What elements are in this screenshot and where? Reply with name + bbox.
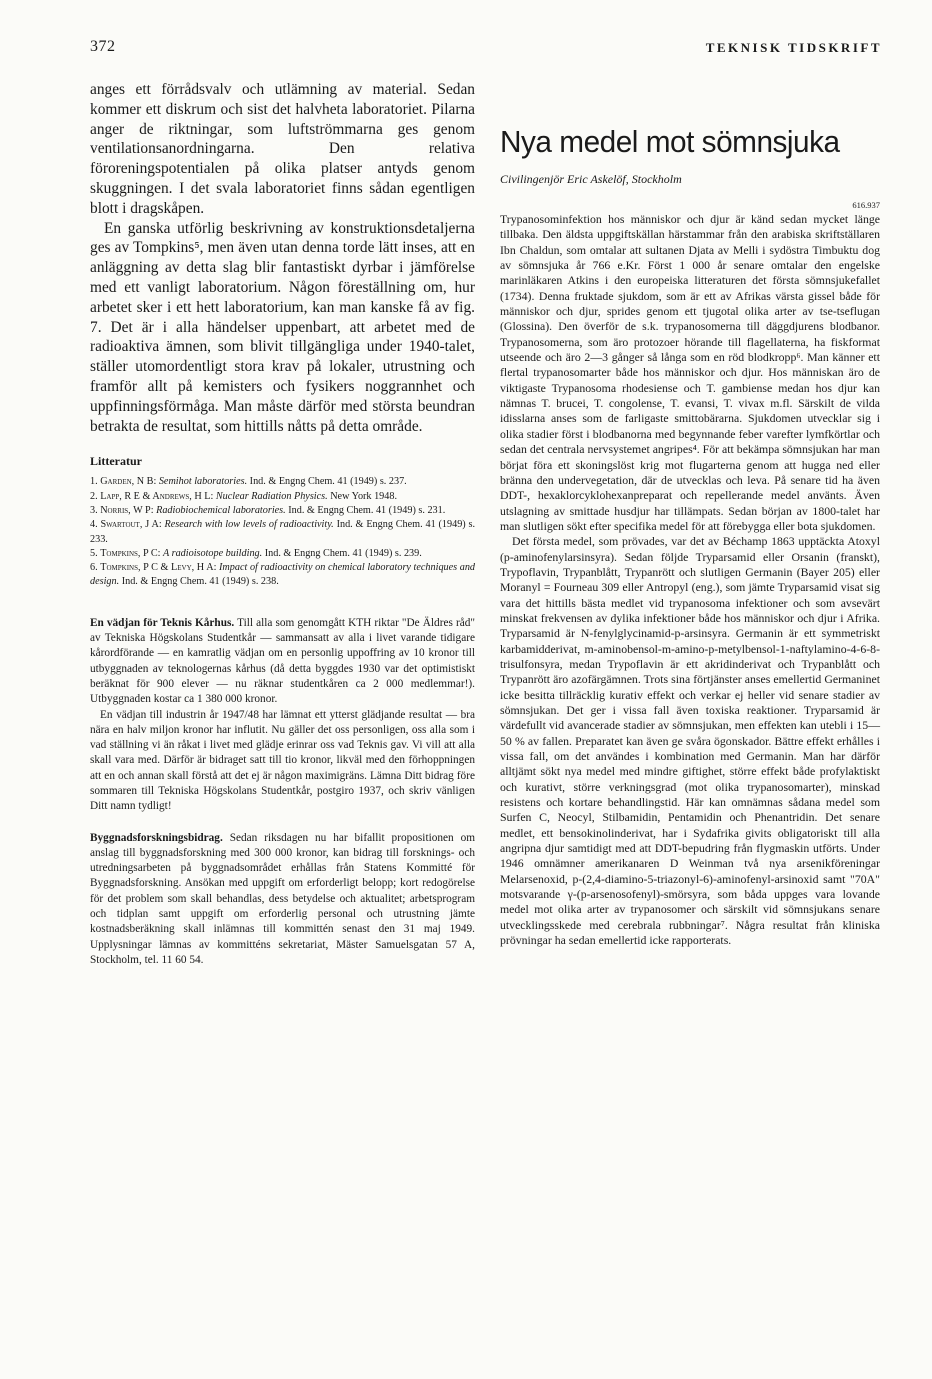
article-byline: Civilingenjör Eric Askelöf, Stockholm: [500, 172, 682, 186]
references-list: [90, 475, 475, 589]
reference-item: 3. Norris, W P: Radiobiochemical laboratories. Ind. & Engng Chem. 41 (1949) s. 231.: [90, 504, 446, 516]
article-continuation: [90, 80, 475, 436]
reference-item: 1. Garden, N B: Semihot laboratories. Ind. & Engng Chem. 41 (1949) s. 237.: [90, 476, 407, 488]
body-paragraph: En ganska utförlig beskrivning av konstruktionsdetaljerna ges av Tompkins⁵, men även utan denna torde lätt inses, att en anläggning av detta slag blir fantastiskt dyrbar i jämförelse med ett vanligt laboratorium. Någon föreställning om, hur arbetet sker i ett hett laboratorium, kan man kanske få av fig. 7. Det är i alla händelser uppenbart, att arbetet med de radioaktiva ämnen, som blivit tillgängliga under 1940-talet, ställer utomordentligt stora krav på lokaler, utrustning och framför allt på kemisters och fysikers noggrannhet och uppfinningsförmåga. Man måste därför med största beundran betrakta de resultat, som hittills nåtts på detta område.: [90, 219, 475, 435]
reference-item: 5. Tompkins, P C: A radioisotope building. Ind. & Engng Chem. 41 (1949) s. 239.: [90, 547, 422, 559]
reference-item: 2. Lapp, R E & Andrews, H L: Nuclear Radiation Physics. New York 1948.: [90, 490, 397, 502]
references-heading: Litteratur: [90, 454, 142, 469]
notice-paragraph: En vädjan för Teknis Kårhus. Till alla som genomgått KTH riktar "De Äldres råd" av Tekniska Högskolans Studentkår — sammansatt av alla i livet varande tidigare kårordförande — en kamratlig vädjan om en personlig uppoffring av 10 kronor till utbyggnaden av teknologernas kårhus (då detta byggdes 1930 var det optimistiskt beräknat för 900 elever — nu räknar studentkåren ca 2 000 medlemmar!). Utbyggnaden kostar ca 1 380 000 kronor.: [90, 616, 475, 706]
notice-title: Byggnadsforskningsbidrag.: [90, 831, 223, 844]
notice-teknis-karhus: [90, 616, 475, 815]
body-paragraph: anges ett förrådsvalv och utlämning av material. Sedan kommer ett diskrum och sist det halvheta laboratoriet. Pilarna anger de riktningar, som luftströmmarna ges genom ventilationsanordningarna. Den relativa föroreningspotentialen på olika platser antyds genom skuggningen. I det svala laboratoriet finns sådan egentligen blott i dragskåpen.: [90, 81, 475, 217]
udc-number: 616.937: [852, 200, 880, 210]
notice-paragraph: Byggnadsforskningsbidrag. Sedan riksdagen nu har bifallit propositionen om anslag till byggnadsforskning med 300 000 kronor, kan bidrag till forsknings- och utredningsarbeten på byggnadsområdet erhållas från Statens Kommitté för Byggnadsforskning. Ansökan med uppgift om erforderligt belopp; kort redogörelse för det problem som skall behandlas, dess betydelse och aktualitet; arbetsprogram och tidplan samt uppgift om erforderlig personal och utrustning jämte kostnadsberäkning skall inlämnas till kommittén senast den 31 maj 1949. Upplysningar lämnas av kommitténs sekretariat, Mäster Samuelsgatan 57 A, Stockholm, tel. 11 60 54.: [90, 831, 476, 966]
right-column: [500, 80, 880, 949]
article-body: [500, 212, 880, 949]
body-paragraph: Det första medel, som prövades, var det av Béchamp 1863 upptäckta Atoxyl (p-aminofenylarsinsyra). Sedan följde Tryparsamid eller Orsanin (franskt), Trypoflavin, Trypanblått, Trypanrött och slutligen Germanin (Bayer 205) eller Moranyl = Fourneau 309 eller Antropyl (eng.), som jämte Tryparsamid visat sig vara det hittills bästa medlet vid trypanosoma infektioner och som avsevärt minskat frekvensen av dylika infektioner både hos människor och djur i Afrika. Tryparsamid är N-fenylglycinamid-p-arsinsyra. Germanin är ett symmetriskt karbamidderivat, m-aminobensol-m-amino-p-metylbensol-1-naftylamino-4-6-8-trisulfonsyra, medan Trypoflavin är ett akridinderivat och Trypanblått och Trypanrött äro azofärgämnen. Trots sina förtjänster anses emellertid Germaninet icke besitta tillräcklig kurativ effekt och verkar ej heller vid senare stadier av sömnsjukan. Det ger i vissa fall även toxiska reaktioner. Tryparsamid är värdefullt vid avancerade stadier av sömnsjukan, men effekten kan utebli i 15—50 % av fallen. Preparatet kan även ge svåra ögonskador. Bättre effekt erhålles i vissa fall, om det användes i kombination med Germanin. Man har därför alltjämt sökt nya medel med mindre giftighet, större effekt både profylaktiskt och kurativt, större verkningsgrad (mot olika trypanosomarter), minskad resistens och kortare behandlingstid. Här kan omnämnas sådana medel som Surfen C, Neocyl, Stilbamidin, Pentamidin och Phenantridin. Det senare medlet, ett bensokinolinderivat, har i Sydafrika givits obligatoriskt till alla angripna djur samtidigt med att DDT-bepudring från flygmaskin utförts. Under 1946 omnämner amerikanaren D Weinman två nya arsenikföreningar Melarsenoxid, p-(2,4-diamino-5-triazonyl-6)-aminofenyl-arsinoxid samt "70A" motsvarande γ-(p-arsenosofenyl)-smörsyra, som båda uppges vara lovande medel mot olika arter av trypanosomer och särskilt vid sömnsjukans senare utvecklingsskede med cerebrala rubbningar⁷. Några resultat från kliniska prövningar ha sedan emellertid icke rapporterats.: [500, 534, 880, 948]
reference-item: 4. Swartout, J A: Research with low levels of radioactivity. Ind. & Engng Chem. 41 (1949) s. 233.: [90, 519, 476, 545]
reference-item: 6. Tompkins, P C & Levy, H A: Impact of radioactivity on chemical laboratory techniques and design. Ind. & Engng Chem. 41 (1949) s. 238.: [90, 562, 476, 588]
notice-paragraph: En vädjan till industrin år 1947/48 har lämnat ett ytterst glädjande resultat — bra nära en halv miljon kronor har influtit. Nu gäller det oss personligen, oss alla som i vad ställning vi än råkat i livet med glädje erinrar oss vad Teknis gav. Vi vill att alla skall vara med. Därför är bidraget satt till tio kronor, likväl med den förhoppningen att en och annan skall förstå att det ej är någon maximigräns. Lämna Ditt bidrag före sommaren till Tekniska Högskolans Studentkår, postgiro 1937, och skriv vänligen Ditt namn tydligt!: [90, 708, 475, 813]
left-column: [90, 80, 475, 968]
body-paragraph: Trypanosominfektion hos människor och djur är känd sedan mycket länge tillbaka. Den äldsta uppgiftskällan härstammar från den arabiska skriftställaren Ibn Chaldun, som omtalar att sultanen Djata av Melli i sydöstra Timbuktu dog av sömnsjuka år 766 e.Kr. Först 1 000 år senare omtalar den engelske marinläkaren Atkins i den europeiska litteraturen det första sömnsjukefallet (1734). Denna fruktade sjukdom, som är ett av Afrikas värsta gissel både för människor och djur, sprides genom ett tjugotal olika arter av tse-tseflugan (Glossina). Den överför de s.k. trypanosomerna till däggdjurens blodbanor. Trypanosomerna, som äro protozoer hörande till flagellaterna, ha fiskformat utseende och äro 2—3 gånger så långa som en röd blodkropp⁶. Man känner ett flertal trypanosomarter både hos människor och djur. Hos människan äro de viktigaste Trypanosoma rhodesiense och T. gambiense medan hos djur kan nämnas T. brucei, T. congolense, T. evansi, T. vivax m.fl. Särskilt de vilda idisslarna anses som de farligaste smittobärarna. Sjukdomen utvecklar sig i olika stadier först i blodbanorna med begynnande feber varefter lymfkörtlar och sedan det centrala nervsystemet angripes⁴. För att bekämpa sömnsjukan har man börjat föra ett skoningslöst krig mot flugarterna genom att hugga ned eller bränna den undervegetation, där de utvecklas och leva. På senare tid ha även DDT-, hexaklorcyklohexanpreparat och repellerande medel använts. Även utslagning av smittade husdjur har tillämpats. Sedan början av 1800-talet har man slutligen sökt efter specifika medel för att förebygga eller bota sjukdomen.: [500, 212, 880, 533]
running-head: TEKNISK TIDSKRIFT: [705, 40, 882, 55]
notice-byggnadsforskning: [90, 831, 475, 969]
notice-title: En vädjan för Teknis Kårhus.: [90, 616, 235, 629]
article-title: Nya medel mot sömnsjuka: [500, 124, 840, 159]
page-number: 372: [90, 38, 116, 55]
